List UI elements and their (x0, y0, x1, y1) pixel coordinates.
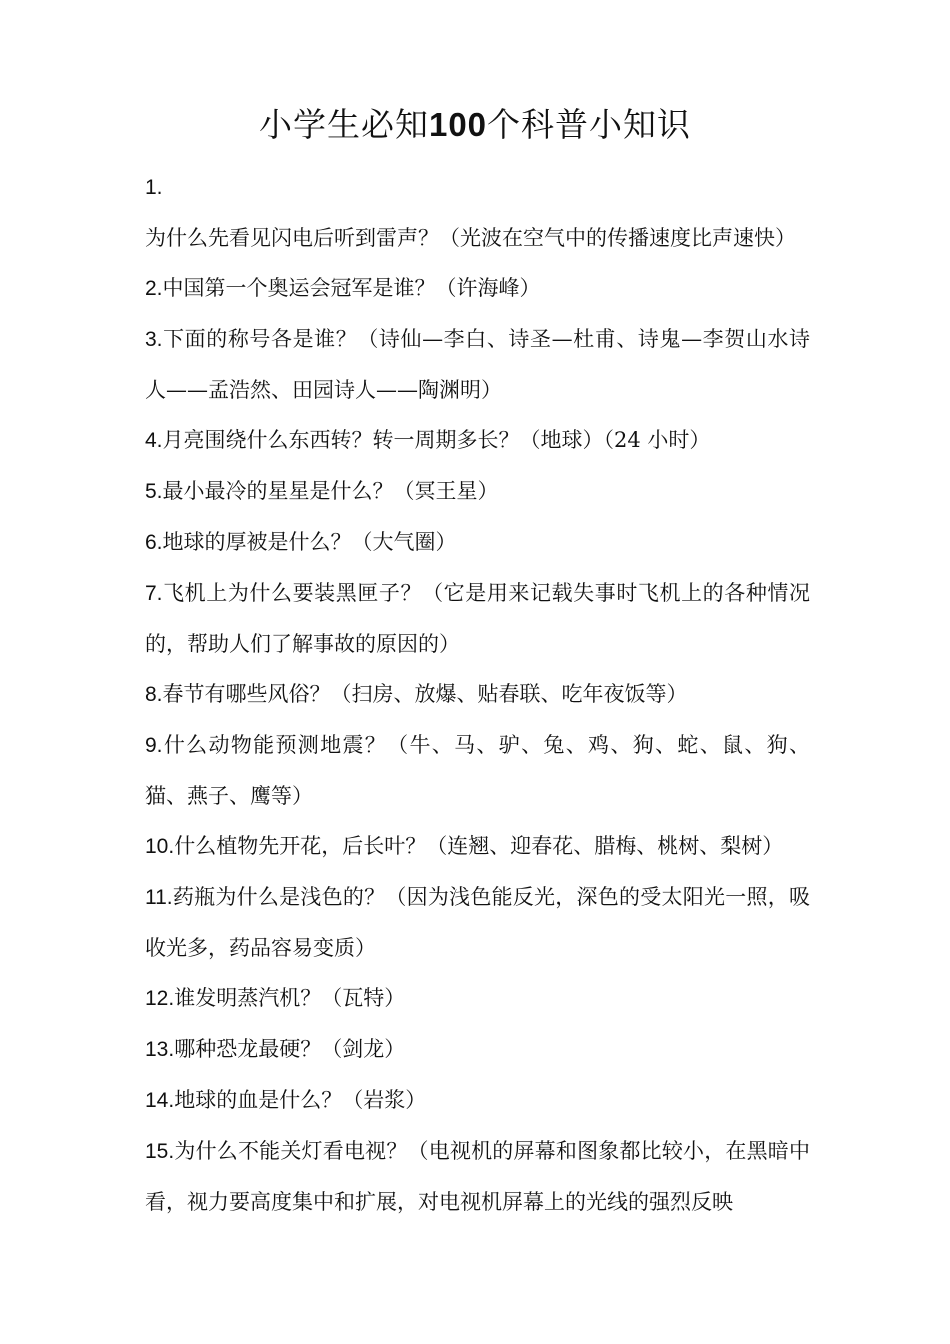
item-number: 2. (145, 277, 163, 300)
item-number: 12. (145, 987, 175, 1010)
list-item-10 (145, 821, 810, 872)
item-number: 6. (145, 531, 163, 554)
list-item-14 (145, 1075, 810, 1126)
item-text: 为什么先看见闪电后听到雷声？（光波在空气中的传播速度比声速快） (145, 226, 796, 250)
item-text: 春节有哪些风俗？（扫房、放爆、贴春联、吃年夜饭等） (162, 682, 688, 706)
item-text: 中国第一个奥运会冠军是谁？（许海峰） (162, 276, 541, 300)
title-number: 100 (428, 106, 488, 143)
list-item-12 (145, 973, 810, 1024)
list-item-15 (145, 1126, 810, 1227)
item-number: 7. (145, 582, 163, 605)
list-item-13 (145, 1024, 810, 1075)
item-number: 10. (145, 835, 175, 858)
item-text: 谁发明蒸汽机？（瓦特） (174, 986, 406, 1010)
item-number: 9. (145, 734, 163, 757)
title-prefix: 小学生必知 (258, 105, 429, 144)
title-suffix: 个科普小知识 (487, 105, 692, 144)
list-item-6 (145, 517, 810, 568)
item-text: 药瓶为什么是浅色的？（因为浅色能反光，深色的受太阳光一照，吸收光多，药品容易变质） (145, 885, 810, 960)
list-item-11 (145, 872, 810, 973)
item-number: 14. (145, 1089, 175, 1112)
item-text: 地球的血是什么？（岩浆） (174, 1088, 427, 1112)
item-text: 什么动物能预测地震？（牛、马、驴、兔、鸡、狗、蛇、鼠、狗、猫、燕子、鹰等） (145, 733, 810, 808)
list-item-4 (145, 415, 810, 466)
item-text: 月亮围绕什么东西转？转一周期多长？（地球）（24 小时） (162, 428, 711, 452)
item-text: 飞机上为什么要装黑匣子？（它是用来记载失事时飞机上的各种情况的，帮助人们了解事故的原因的） (145, 581, 810, 656)
item-number: 8. (145, 683, 163, 706)
list-item-7 (145, 568, 810, 669)
list-item-2 (145, 263, 810, 314)
list-item-9 (145, 720, 810, 821)
document-title (0, 100, 950, 150)
item-text: 为什么不能关灯看电视？（电视机的屏幕和图象都比较小，在黑暗中看，视力要高度集中和扩展，对电视机屏幕上的光线的强烈反映 (145, 1139, 810, 1214)
item-text: 地球的厚被是什么？（大气圈） (162, 530, 457, 554)
list-item-3 (145, 314, 810, 415)
item-text: 什么植物先开花，后长叶？（连翘、迎春花、腊梅、桃树、梨树） (174, 834, 784, 858)
item-text: 下面的称号各是谁？（诗仙—李白、诗圣—杜甫、诗鬼—李贺山水诗人——孟浩然、田园诗人——陶渊明） (145, 327, 810, 402)
item-number: 3. (145, 328, 163, 351)
question-list (145, 162, 810, 1227)
item-number: 1. (145, 176, 163, 199)
item-number: 4. (145, 429, 163, 452)
item-number: 5. (145, 480, 163, 503)
list-item-5 (145, 466, 810, 517)
item-number: 15. (145, 1140, 175, 1163)
item-number: 13. (145, 1038, 175, 1061)
item-text: 最小最冷的星星是什么？（冥王星） (162, 479, 499, 503)
list-item-8 (145, 669, 810, 720)
item-text: 哪种恐龙最硬？（剑龙） (174, 1037, 406, 1061)
item-number: 11. (145, 886, 173, 909)
list-item-1 (145, 162, 810, 263)
